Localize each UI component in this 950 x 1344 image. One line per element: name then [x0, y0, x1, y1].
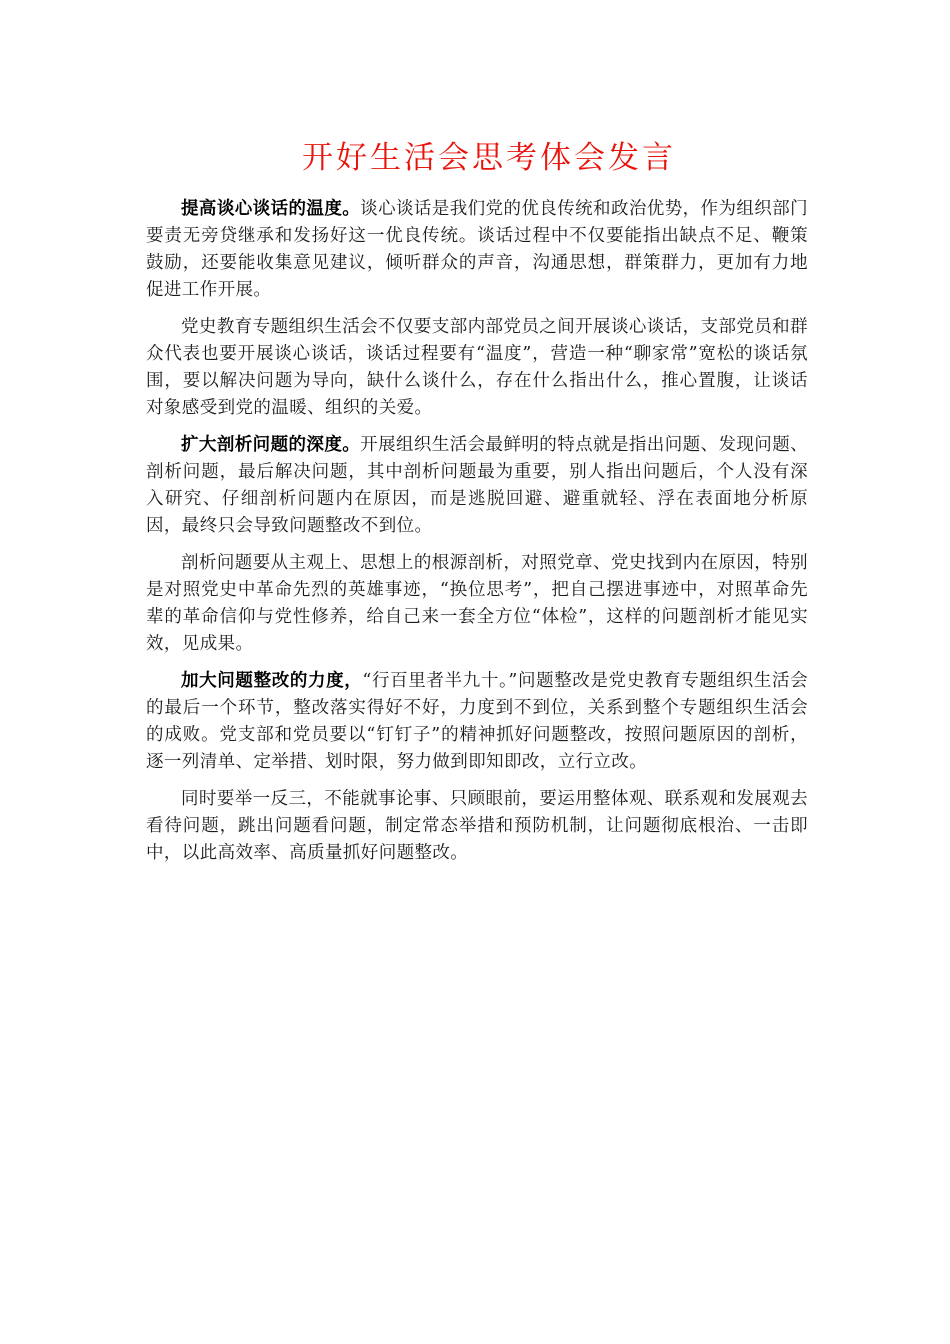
paragraph-1-text: 谈心谈话是我们党的优良传统和政治优势，作为组织部门要责无旁贷继承和发扬好这一优良传统。谈话过程中不仅要能指出缺点不足、鞭策鼓励，还要能收集意见建议，倾听群众的声音，沟通思想，群策群力，更加有力地促进工作开展。: [146, 199, 809, 300]
document-page: [146, 134, 808, 877]
paragraph-2: [146, 314, 808, 422]
paragraph-5-lead: 加大问题整改的力度，: [181, 671, 363, 691]
paragraph-4-text: 剖析问题要从主观上、思想上的根源剖析，对照党章、党史找到内在原因，特别是对照党史中革命先烈的英雄事迹，“换位思考”，把自己摆进事迹中，对照革命先辈的革命信仰与党性修养，给自己来一套全方位“体检”，这样的问题剖析才能见实效，见成果。: [146, 553, 808, 654]
paragraph-2-text: 党史教育专题组织生活会不仅要支部内部党员之间开展谈心谈话，支部党员和群众代表也要开展谈心谈话，谈话过程要有“温度”，营造一种“聊家常”宽松的谈话氛围，要以解决问题为导向，缺什么谈什么，存在什么指出什么，推心置腹，让谈话对象感受到党的温暖、组织的关爱。: [146, 317, 808, 418]
paragraph-5: [146, 668, 808, 776]
paragraph-4: [146, 550, 808, 658]
paragraph-3-lead: 扩大剖析问题的深度。: [181, 435, 361, 455]
paragraph-6-text: 同时要举一反三，不能就事论事、只顾眼前，要运用整体观、联系观和发展观去看待问题，跳出问题看问题，制定常态举措和预防机制，让问题彻底根治、一击即中，以此高效率、高质量抓好问题整改。: [146, 789, 808, 863]
page-title: 开好生活会思考体会发言: [302, 140, 676, 176]
paragraph-1: [146, 196, 808, 304]
paragraph-3-text: 开展组织生活会最鲜明的特点就是指出问题、发现问题、剖析问题，最后解决问题，其中剖析问题最为重要，别人指出问题后，个人没有深入研究、仔细剖析问题内在原因，而是逃脱回避、避重就轻、浮在表面地分析原因，最终只会导致问题整改不到位。: [146, 435, 809, 536]
paragraph-5-text: “行百里者半九十。”问题整改是党史教育专题组织生活会的最后一个环节，整改落实得好不好，力度到不到位，关系到整个专题组织生活会的成败。党支部和党员要以“钉钉子”的精神抓好问题整改，按照问题原因的剖析，逐一列清单、定举措、划时限，努力做到即知即改，立行立改。: [146, 671, 809, 772]
paragraph-1-lead: 提高谈心谈话的温度。: [181, 199, 361, 219]
paragraph-6: [146, 786, 808, 867]
paragraph-3: [146, 432, 808, 540]
